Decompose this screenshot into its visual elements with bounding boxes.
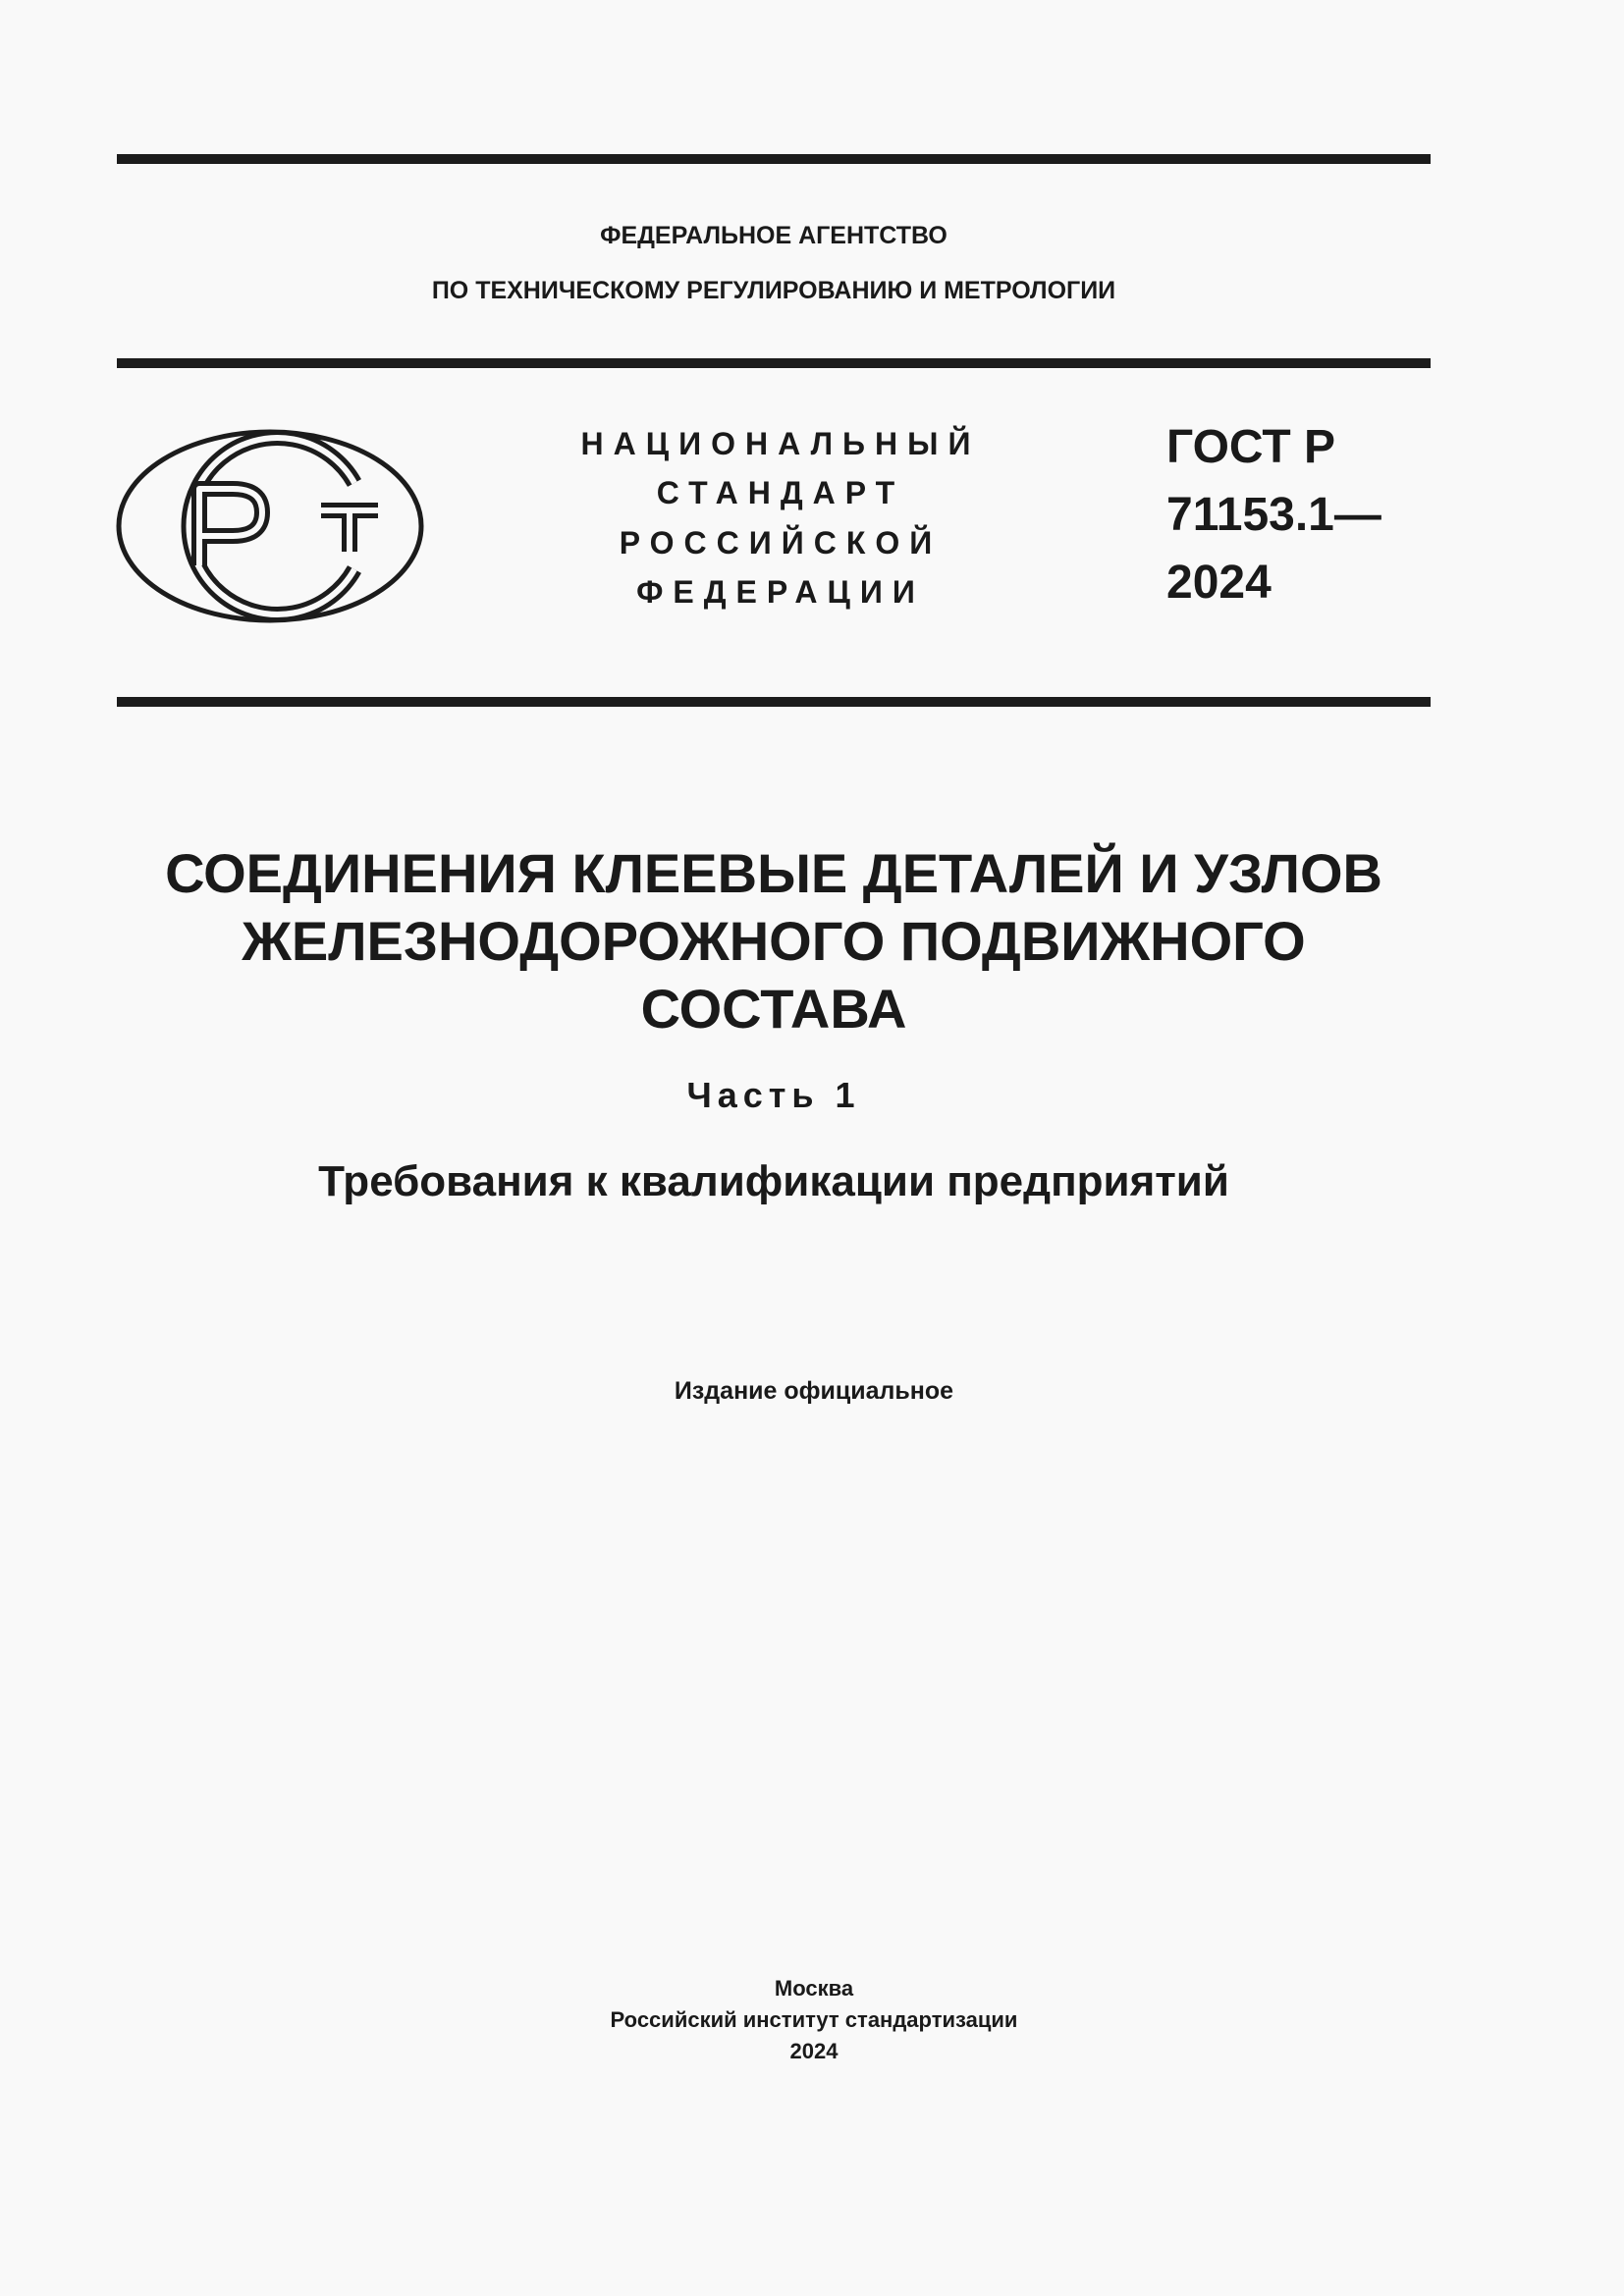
header-bottom-rule: [117, 697, 1431, 707]
imprint-publisher: Российский институт стандартизации: [610, 2007, 1018, 2032]
standard-type-line-4: ФЕДЕРАЦИИ: [636, 574, 925, 610]
top-rule: [117, 154, 1431, 164]
imprint-city: Москва: [774, 1976, 854, 2001]
designation-line-3: 2024: [1166, 557, 1272, 609]
agency-name-line-2: ПО ТЕХНИЧЕСКОМУ РЕГУЛИРОВАНИЮ И МЕТРОЛОГИИ: [431, 277, 1116, 304]
designation-line-2: 71153.1—: [1166, 489, 1381, 541]
header-rule: [117, 358, 1431, 368]
document-subtitle: Требования к квалификации предприятий: [318, 1157, 1229, 1205]
document-title-line-2: ЖЕЛЕЗНОДОРОЖНОГО ПОДВИЖНОГО: [242, 910, 1306, 972]
rst-conformity-mark-icon: [115, 428, 425, 624]
standard-type-line-3: РОССИЙСКОЙ: [619, 525, 943, 561]
edition-label: Издание официальное: [674, 1377, 954, 1405]
standard-type-line-2: СТАНДАРТ: [656, 475, 905, 510]
standard-type-line-1: НАЦИОНАЛЬНЫЙ: [580, 426, 981, 461]
document-title-line-3: СОСТАВА: [640, 978, 907, 1040]
imprint-year: 2024: [789, 2039, 839, 2063]
agency-name-line-1: ФЕДЕРАЛЬНОЕ АГЕНТСТВО: [600, 222, 947, 249]
part-number: Часть 1: [686, 1075, 861, 1115]
designation-line-1: ГОСТ Р: [1166, 421, 1336, 473]
document-title-line-1: СОЕДИНЕНИЯ КЛЕЕВЫЕ ДЕТАЛЕЙ И УЗЛОВ: [165, 842, 1382, 904]
